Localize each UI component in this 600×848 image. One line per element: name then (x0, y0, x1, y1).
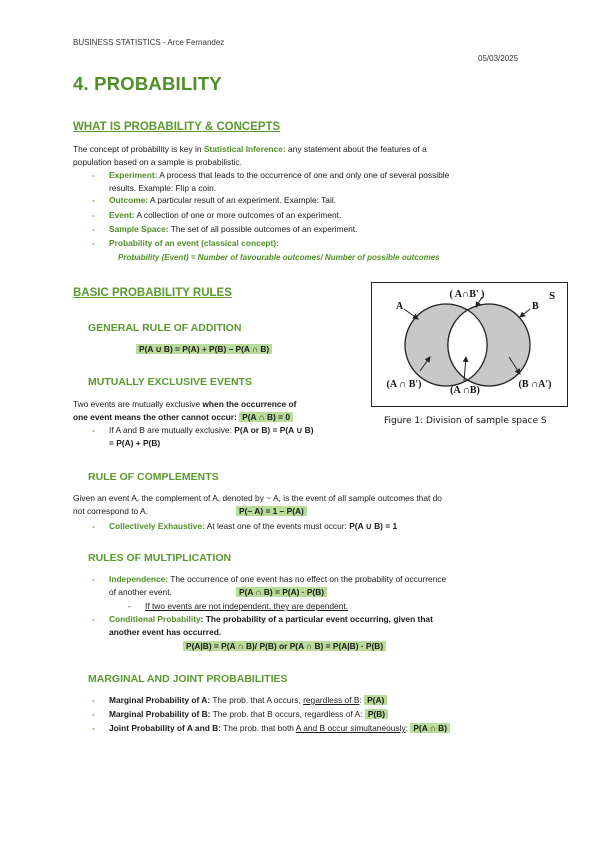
independence-formula: P(A ∩ B) = P(A) · P(B) (236, 586, 327, 599)
complements-bullet: - Collectively Exhaustive: At least one of the events must occur: P(A ∪ B) = 1 (92, 521, 398, 531)
independence-item: - Independence: The occurrence of one event has no effect on the probability of occurrence of another event. (92, 574, 447, 597)
subheading-complements: RULE OF COMPLEMENTS (88, 471, 219, 483)
conditional-formula: P(A|B) = P(A ∩ B)/ P(B) or P(A ∩ B) = P(A|B) · P(B) (183, 640, 386, 653)
marginal-b-item: - Marginal Probability of B: The prob. that B occurs, regardless of A: P(B) (109, 708, 388, 721)
label-b: B (532, 301, 539, 312)
concept-item-outcome: - Outcome: A particular result of an experiment. Example: Tail. (92, 195, 337, 205)
exclusive-definition: Two events are mutually exclusive when the occurrence of one event means the other cannot occur: P(A ∩ B) = 0 (73, 399, 297, 422)
subheading-exclusive: MUTUALLY EXCLUSIVE EVENTS (88, 376, 252, 388)
label-a: A (396, 301, 404, 312)
section-heading-concepts: WHAT IS PROBABILITY & CONCEPTS (73, 121, 281, 133)
marginal-a-item: - Marginal Probability of A: The prob. that A occurs, regardless of B: P(A) (109, 694, 387, 707)
exclusive-bullet: - If A and B are mutually exclusive: P(A or B) = P(A ∪ B) = P(A) + P(B) (92, 425, 314, 448)
joint-item: - Joint Probability of A and B: The prob. that both A and B occur simultaneously: P(A ∩ B) (109, 722, 450, 735)
dependence-subitem: - If two events are not independent, they are dependent. (128, 601, 349, 611)
complement-formula: P(~ A) = 1 – P(A) (236, 505, 307, 518)
figure-caption: Figure 1: Division of sample space S (384, 416, 547, 426)
page-title: 4. PROBABILITY (73, 73, 222, 94)
venn-diagram (372, 283, 567, 406)
conditional-item: - Conditional Probability: The probability of a particular event occurring, given that another event has occurred. (92, 614, 433, 637)
complements-definition: Given an event A, the complement of A, denoted by ~ A, is the event of all sample outcomes that do not correspond to A. (73, 493, 442, 516)
document-date: 05/03/2025 (478, 54, 519, 63)
subheading-multiplication: RULES OF MULTIPLICATION (88, 552, 232, 564)
label-outside: ( A∩B' ) (449, 289, 485, 300)
concepts-intro: The concept of probability is key in Statistical Inference: any statement about the features of a population based on a sample is probabilistic. (73, 144, 427, 167)
label-a-not-b: (A ∩ B') (386, 379, 422, 390)
concept-item-event: - Event: A collection of one or more outcomes of an experiment. (92, 210, 342, 220)
concept-item-probability-event: - Probability of an event (classical concept): (92, 238, 279, 248)
venn-diagram-figure (371, 282, 568, 407)
subheading-addition: GENERAL RULE OF ADDITION (88, 322, 242, 334)
section-heading-basic-rules: BASIC PROBABILITY RULES (73, 287, 232, 299)
document-header: BUSINESS STATISTICS - Arce Fernandez (73, 38, 225, 47)
label-s: S (549, 290, 556, 302)
addition-formula: P(A ∪ B) = P(A) + P(B) – P(A ∩ B) (136, 343, 272, 356)
concept-item-sample-space: - Sample Space: The set of all possible outcomes of an experiment. (92, 224, 358, 234)
classical-probability-formula: Probability (Event) = Number of favourable outcomes/ Number of possible outcomes (118, 253, 440, 262)
label-a-and-b: (A ∩B) (450, 385, 480, 396)
label-b-not-a: (B ∩A') (518, 379, 552, 390)
concept-item-experiment: - Experiment: A process that leads to the occurrence of one and only one of several possible results. Example: Flip a coin. (92, 170, 450, 193)
subheading-marginal-joint: MARGINAL AND JOINT PROBABILITIES (88, 673, 288, 685)
